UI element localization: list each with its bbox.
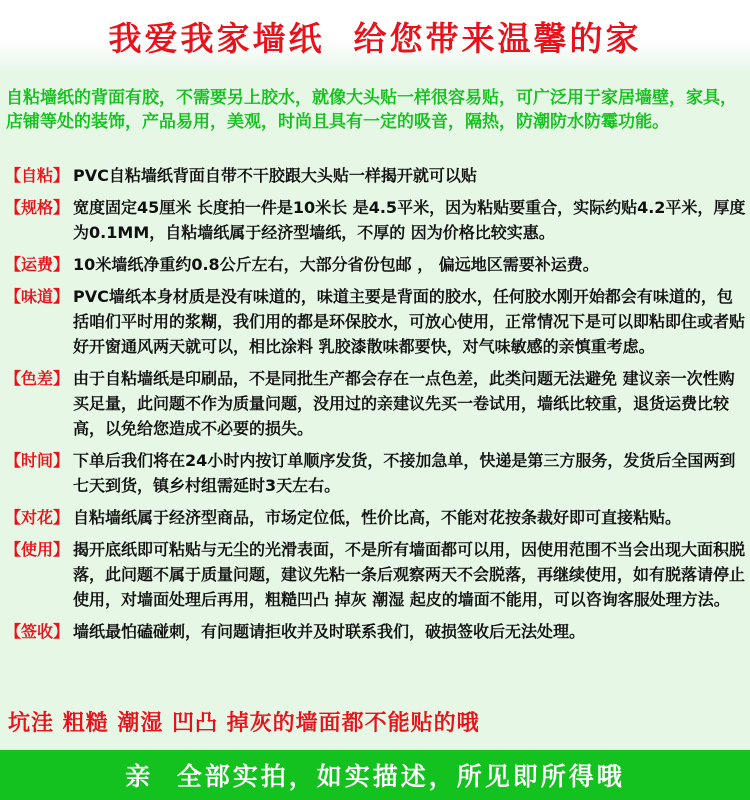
list-item-color-difference xyxy=(5,366,747,441)
list-item-specification xyxy=(5,195,747,245)
item-tag: 【自粘】 xyxy=(5,166,70,185)
item-text: 揭开底纸即可粘贴与无尘的光滑表面，不是所有墙面都可以用，因使用范围不当会出现大面积脱落，此问题不属于质量问题，建议先粘一条后观察两天不会脱落，再继续使用，如有脱落请停止使用，对墙面处理后再用，粗糙凹凸 掉灰 潮湿 起皮的墙面不能用，可以咨询客服处理方法。 xyxy=(73,540,746,609)
item-tag: 【签收】 xyxy=(5,622,70,641)
item-text: 宽度固定45厘米 长度拍一件是10米长 是4.5平米，因为粘贴要重合，实际约贴4.2平米，厚度为0.1MM，自粘墙纸属于经济型墙纸，不厚的 因为价格比较实惠。 xyxy=(73,198,746,242)
item-tag: 【使用】 xyxy=(5,540,70,559)
list-item-self-adhesive xyxy=(5,163,747,188)
item-tag: 【味道】 xyxy=(5,287,70,306)
page-title: 我爱我家墙纸 给您带来温馨的家 xyxy=(108,18,642,58)
list-item-shipping xyxy=(5,252,747,277)
footer-text: 亲 全部实拍，如实描述，所见即所得哦 xyxy=(125,762,625,791)
list-item-receipt xyxy=(5,619,747,644)
item-text: 下单后我们将在24小时内按订单顺序发货，不接加急单，快递是第三方服务，发货后全国两到七天到货，镇乡村组需延时3天左右。 xyxy=(73,451,736,495)
warning-banner: 坑洼 粗糙 潮湿 凹凸 掉灰的墙面都不能贴的哦 xyxy=(8,711,480,736)
list-item-odor xyxy=(5,284,747,359)
list-item-usage xyxy=(5,537,747,612)
item-tag: 【色差】 xyxy=(5,369,70,388)
item-tag: 【规格】 xyxy=(5,198,70,217)
item-text: PVC自粘墙纸背面自带不干胶跟大头贴一样揭开就可以贴 xyxy=(73,166,477,185)
item-text: 由于自粘墙纸是印刷品，不是同批生产都会存在一点色差，此类问题无法避免 建议亲一次性购买足量，此问题不作为质量问题，没用过的亲建议先买一卷试用，墙纸比较重，退货运费比较高，以免给您造成不必要的损失。 xyxy=(73,369,735,438)
item-tag: 【时间】 xyxy=(5,451,70,470)
list-item-time xyxy=(5,448,747,498)
item-text: 自粘墙纸属于经济型商品，市场定位低，性价比高，不能对花按条裁好即可直接粘贴。 xyxy=(73,508,682,527)
list-item-pattern-matching xyxy=(5,505,747,530)
item-text: 10米墙纸净重约0.8公斤左右，大部分省份包邮 ， 偏远地区需要补运费。 xyxy=(73,255,599,274)
header-banner xyxy=(0,0,750,72)
item-tag: 【对花】 xyxy=(5,508,70,527)
item-text: 墙纸最怕磕碰刺，有问题请拒收并及时联系我们，破损签收后无法处理。 xyxy=(73,622,586,641)
item-text: PVC墙纸本身材质是没有味道的，味道主要是背面的胶水，任何胶水刚开始都会有味道的，包括咱们平时用的浆糊，我们用的都是环保胶水，可放心使用，正常情况下是可以即粘即住或者贴好开窗通风两天就可以，相比涂料 乳胶漆散味都要快，对气味敏感的亲慎重考虑。 xyxy=(73,287,746,356)
footer-banner xyxy=(0,750,750,800)
item-tag: 【运费】 xyxy=(5,255,70,274)
intro-paragraph: 自粘墙纸的背面有胶，不需要另上胶水，就像大头贴一样很容易贴，可广泛用于家居墙壁，家具，店铺等处的装饰，产品易用，美观，时尚且具有一定的吸音，隔热，防潮防水防霉功能。 xyxy=(6,88,737,132)
info-list xyxy=(5,163,747,651)
